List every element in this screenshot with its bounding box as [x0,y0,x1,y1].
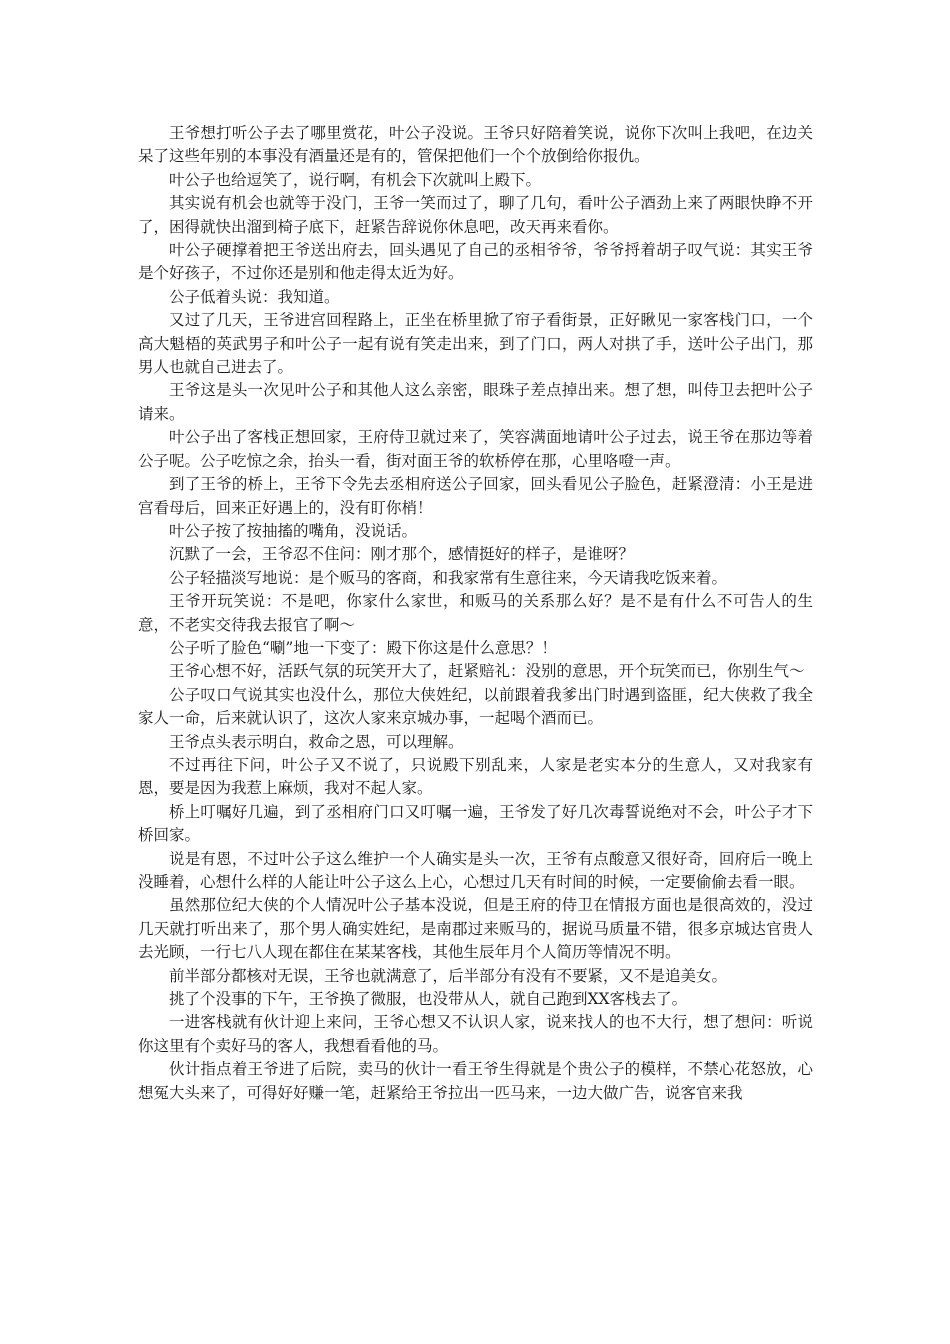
paragraph: 王爷开玩笑说：不是吧，你家什么家世，和贩马的关系那么好？是不是有什么不可告人的生意，不老实交待我去报官了啊～ [138,592,813,634]
paragraph: 叶公子也给逗笑了，说行啊，有机会下次就叫上殿下。 [169,170,542,189]
paragraph: 王爷心想不好，活跃气氛的玩笑开大了，赶紧赔礼：没别的意思，开个玩笑而已，你别生气～ [169,662,805,681]
paragraph: 王爷想打听公子去了哪里赏花，叶公子没说。王爷只好陪着笑说，说你下次叫上我吧，在边关呆了这些年别的本事没有酒量还是有的，管保把他们一个个放倒给你报仇。 [138,124,813,166]
paragraph: 又过了几天，王爷进宫回程路上，正坐在桥里掀了帘子看街景，正好瞅见一家客栈门口，一个高大魁梧的英武男子和叶公子一起有说有笑走出来，到了门口，两人对拱了手，送叶公子出门，那男人也就自己进去了。 [138,311,813,377]
paragraph: 不过再往下问，叶公子又不说了，只说殿下别乱来，人家是老实本分的生意人，又对我家有恩，要是因为我惹上麻烦，我对不起人家。 [138,755,813,798]
paragraph: 沉默了一会，王爷忍不住问：刚才那个，感情挺好的样子，是谁呀？ [169,545,635,564]
paragraph: 王爷点头表示明白，救命之恩，可以理解。 [169,732,464,751]
paragraph: 到了王爷的桥上，王爷下令先去丞相府送公子回家，回头看见公子脸色，赶紧澄清：小王是进宫看母后，回来正好遇上的，没有盯你梢！ [138,475,813,517]
paragraph: 说是有恩，不过叶公子这么维护一个人确实是头一次，王爷有点酸意又很好奇，回府后一晚上没睡着，心想什么样的人能让叶公子这么上心，心想过几天有时间的时候，一定要偷偷去看一眼。 [138,849,813,891]
paragraph: 公子轻描淡写地说：是个贩马的客商，和我家常有生意往来，今天请我吃饭来着。 [169,568,728,587]
paragraph: 挑了个没事的下午，王爷换了微服，也没带从人，就自己跑到XX客栈去了。 [169,990,688,1009]
paragraph: 叶公子硬撑着把王爷送出府去，回头遇见了自己的丞相爷爷，爷爷捋着胡子叹气说：其实王爷是个好孩子，不过你还是别和他走得太近为好。 [138,241,813,283]
paragraph: 虽然那位纪大侠的个人情况叶公子基本没说，但是王府的侍卫在情报方面也是很高效的，没过几天就打听出来了，那个男人确实姓纪，是南郡过来贩马的，据说马质量不错，很多京城达官贵人去光顾，一行七八人现在都住在某某客栈，其他生辰年月个人简历等情况不明。 [138,896,813,962]
paragraph: 叶公子按了按抽搐的嘴角，没说话。 [169,521,418,540]
paragraph: 王爷这是头一次见叶公子和其他人这么亲密，眼珠子差点掉出来。想了想，叫侍卫去把叶公子请来。 [138,381,813,423]
paragraph: 伙计指点着王爷进了后院，卖马的伙计一看王爷生得就是个贵公子的模样，不禁心花怒放，心想冤大头来了，可得好好赚一笔，赶紧给王爷拉出一匹马来，一边大做广告，说客官来我 [138,1060,813,1102]
paragraph: 公子听了脸色“唰”地一下变了：殿下你这是什么意思？！ [169,638,557,657]
paragraph: 前半部分都核对无误，王爷也就满意了，后半部分有没有不要紧，又不是追美女。 [169,966,728,985]
paragraph: 叶公子出了客栈正想回家，王府侍卫就过来了，笑容满面地请叶公子过去，说王爷在那边等着公子呢。公子吃惊之余，抬头一看，街对面王爷的软桥停在那，心里咯噔一声。 [138,428,813,470]
paragraph: 公子叹口气说其实也没什么，那位大侠姓纪，以前跟着我爹出门时遇到盗匪，纪大侠救了我全家人一命，后来就认识了，这次人家来京城办事，一起喝个酒而已。 [138,685,813,728]
paragraph: 公子低着头说：我知道。 [169,287,340,306]
document-body [138,122,813,1105]
paragraph: 其实说有机会也就等于没门，王爷一笑而过了，聊了几句，看叶公子酒劲上来了两眼快睁不开了，困得就快出溜到椅子底下，赶紧告辞说你休息吧，改天再来看你。 [138,194,813,236]
paragraph: 一进客栈就有伙计迎上来问，王爷心想又不认识人家，说来找人的也不大行，想了想问：听说你这里有个卖好马的客人，我想看看他的马。 [138,1013,813,1055]
paragraph: 桥上叮嘱好几遍，到了丞相府门口又叮嘱一遍，王爷发了好几次毒誓说绝对不会，叶公子才下桥回家。 [138,802,813,845]
